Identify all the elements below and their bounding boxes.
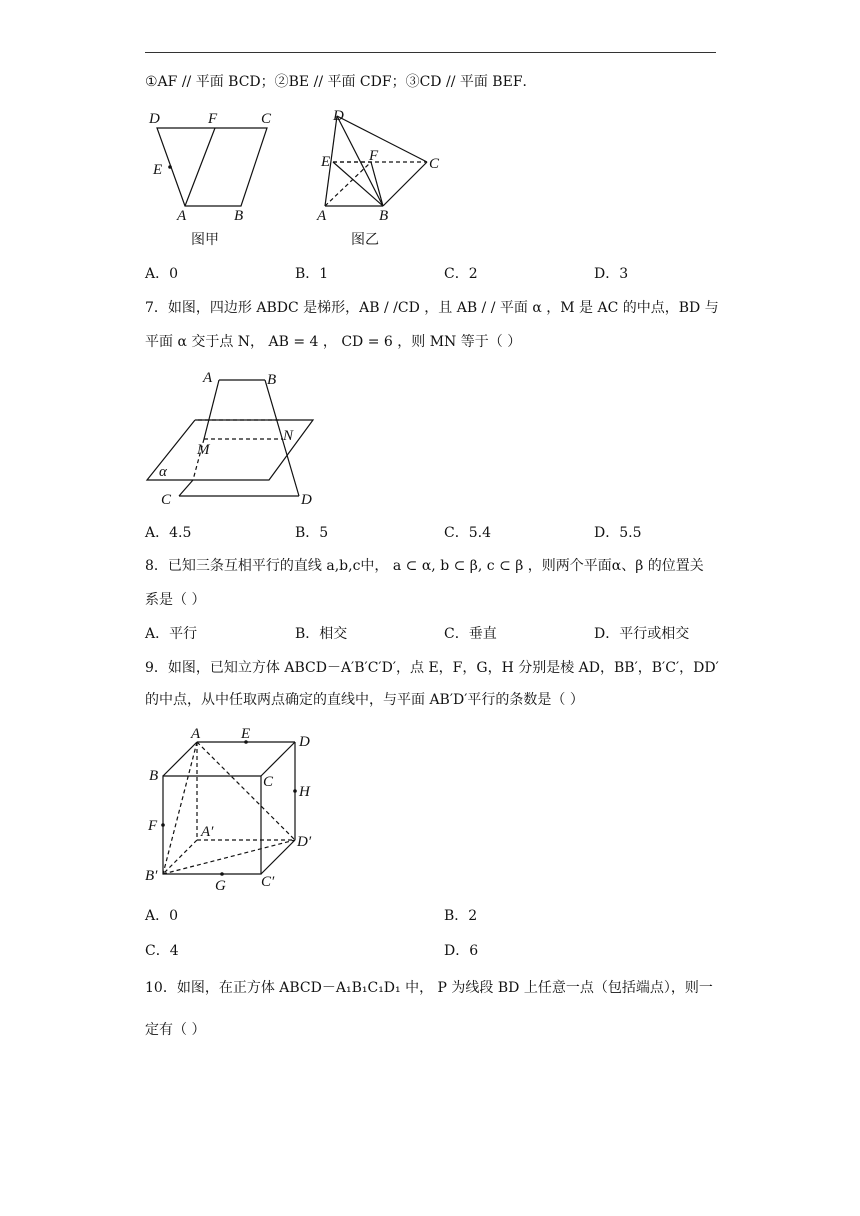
q8-line1: 8．已知三条互相平行的直线 a,b,c中， a ⊂ α, b ⊂ β, c ⊂ β ，则两个平面α、β 的位置关 bbox=[145, 558, 704, 574]
q9-label-A: A bbox=[191, 726, 201, 742]
fig1-label-E: E bbox=[153, 162, 163, 178]
fig2-label-A: A bbox=[317, 208, 327, 224]
q8-option-b[interactable]: B．相交 bbox=[295, 626, 348, 642]
q7-option-c[interactable]: C．5.4 bbox=[444, 525, 491, 541]
q10-line1: 10．如图，在正方体 ABCD－A₁B₁C₁D₁ 中， P 为线段 BD 上任意一点（包括端点），则一 bbox=[145, 980, 713, 996]
q9-option-a[interactable]: A．0 bbox=[145, 908, 179, 924]
fig1-label-D: D bbox=[149, 111, 160, 127]
q7-figure bbox=[145, 366, 325, 508]
fig2-label-C: C bbox=[429, 156, 440, 172]
q7-label-C: C bbox=[161, 492, 172, 508]
q7-label-alpha: α bbox=[159, 464, 167, 480]
fig2-label-F: F bbox=[369, 148, 379, 164]
fig1-label-A: A bbox=[177, 208, 187, 224]
q7-line2: 平面 α 交于点 N， AB = 4 ， CD = 6 ，则 MN 等于（ ） bbox=[145, 334, 522, 350]
q9-label-E: E bbox=[241, 726, 251, 742]
q7-label-A: A bbox=[203, 370, 213, 386]
fig2-caption: 图乙 bbox=[351, 232, 379, 248]
q9-option-c[interactable]: C．4 bbox=[145, 943, 179, 959]
q9-cube-figure bbox=[145, 724, 335, 894]
q6-option-b[interactable]: B．1 bbox=[295, 266, 329, 282]
q7-label-B: B bbox=[267, 372, 277, 388]
q6-option-d[interactable]: D．3 bbox=[594, 266, 629, 282]
q9-line1: 9．如图，已知立方体 ABCD－A′B′C′D′，点 E，F，G，H 分别是棱 AD，BB′，B′C′，DD′ bbox=[145, 660, 719, 676]
q9-label-F: F bbox=[148, 818, 158, 834]
q7-label-N: N bbox=[283, 428, 294, 444]
header-rule bbox=[145, 52, 716, 53]
q8-option-c[interactable]: C．垂直 bbox=[444, 626, 497, 642]
q7-line1: 7．如图，四边形 ABDC 是梯形，AB / /CD ，且 AB / / 平面 α ，M 是 AC 的中点，BD 与 bbox=[145, 300, 719, 316]
q6-figure-jia bbox=[145, 108, 285, 250]
fig1-label-B: B bbox=[234, 208, 244, 224]
q7-label-D: D bbox=[301, 492, 312, 508]
q6-figure-yi bbox=[315, 106, 445, 250]
q9-label-C-prime: C′ bbox=[261, 874, 275, 890]
q7-option-b[interactable]: B．5 bbox=[295, 525, 329, 541]
q9-label-B-prime: B′ bbox=[145, 868, 158, 884]
q9-line2: 的中点，从中任取两点确定的直线中，与平面 AB′D′平行的条数是（ ） bbox=[145, 692, 584, 708]
q7-option-a[interactable]: A．4.5 bbox=[145, 525, 192, 541]
q6-statements: ①AF // 平面 BCD；②BE // 平面 CDF；③CD // 平面 BEF． bbox=[145, 74, 537, 90]
q9-label-B: B bbox=[149, 768, 159, 784]
q9-label-D-prime: D′ bbox=[297, 834, 312, 850]
q9-option-d[interactable]: D．6 bbox=[444, 943, 479, 959]
q9-option-b[interactable]: B．2 bbox=[444, 908, 478, 924]
q8-option-d[interactable]: D．平行或相交 bbox=[594, 626, 690, 642]
q9-label-G: G bbox=[215, 878, 226, 894]
fig1-caption: 图甲 bbox=[191, 232, 219, 248]
q9-label-C: C bbox=[263, 774, 274, 790]
q9-label-H: H bbox=[299, 784, 310, 800]
q6-option-a[interactable]: A．0 bbox=[145, 266, 179, 282]
q9-label-A-prime: A′ bbox=[201, 824, 214, 840]
q8-option-a[interactable]: A．平行 bbox=[145, 626, 198, 642]
fig2-label-E: E bbox=[321, 154, 331, 170]
q7-label-M: M bbox=[197, 442, 210, 458]
q6-option-c[interactable]: C．2 bbox=[444, 266, 478, 282]
q9-label-D: D bbox=[299, 734, 310, 750]
fig2-label-B: B bbox=[379, 208, 389, 224]
q8-line2: 系是（ ） bbox=[145, 592, 206, 608]
fig1-label-F: F bbox=[208, 111, 218, 127]
q10-line2: 定有（ ） bbox=[145, 1022, 206, 1038]
fig2-label-D: D bbox=[333, 108, 344, 124]
fig1-label-C: C bbox=[261, 111, 272, 127]
q7-option-d[interactable]: D．5.5 bbox=[594, 525, 642, 541]
